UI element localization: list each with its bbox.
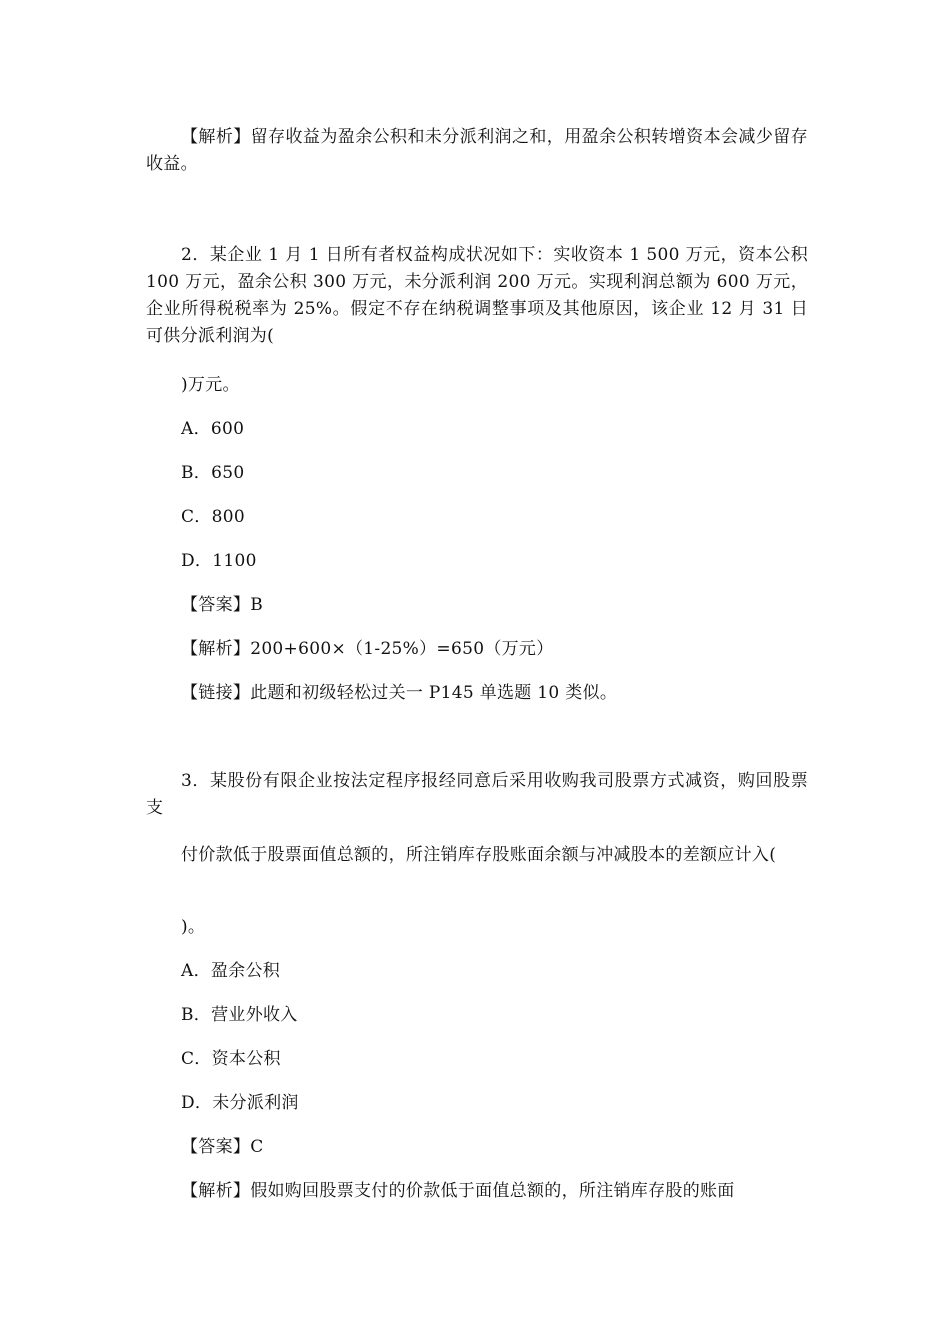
q2-option-d: D．1100 [181, 551, 257, 571]
q3-stem-tail: )。 [181, 917, 206, 937]
q2-answer: 【答案】B [181, 595, 263, 615]
q3-option-d: D．未分派利润 [181, 1093, 299, 1113]
q2-link: 【链接】此题和初级轻松过关一 P145 单选题 10 类似。 [181, 683, 618, 703]
q3-option-c: C．资本公积 [181, 1049, 281, 1069]
q3-option-a: A．盈余公积 [181, 961, 281, 981]
q2-option-a: A．600 [181, 419, 245, 439]
q3-stem: 3．某股份有限企业按法定程序报经同意后采用收购我司股票方式减资，购回股票支 [146, 771, 808, 818]
q2-stem: 2．某企业 1 月 1 日所有者权益构成状况如下：实收资本 1 500 万元，资本公积 100 万元，盈余公积 300 万元，未分派利润 200 万元。实现利润总额为 600 万元，企业所得税税率为 25%。假定不存在纳税调整事项及其他原因，该企业 12 月 31 日可供分派利润为( [146, 245, 808, 346]
q3-stem-continued: 付价款低于股票面值总额的，所注销库存股账面余额与冲减股本的差额应计入( [181, 845, 777, 865]
q2-analysis: 【解析】200+600×（1-25%）=650（万元） [181, 639, 554, 659]
q2-option-c: C．800 [181, 507, 245, 527]
q2-stem-tail: )万元。 [181, 375, 240, 395]
q3-answer: 【答案】C [181, 1137, 264, 1157]
q2-option-b: B．650 [181, 463, 245, 483]
q1-analysis: 【解析】留存收益为盈余公积和未分派利润之和，用盈余公积转增资本会减少留存收益。 [146, 127, 808, 174]
q3-option-b: B．营业外收入 [181, 1005, 298, 1025]
q3-analysis: 【解析】假如购回股票支付的价款低于面值总额的，所注销库存股的账面 [181, 1181, 735, 1201]
